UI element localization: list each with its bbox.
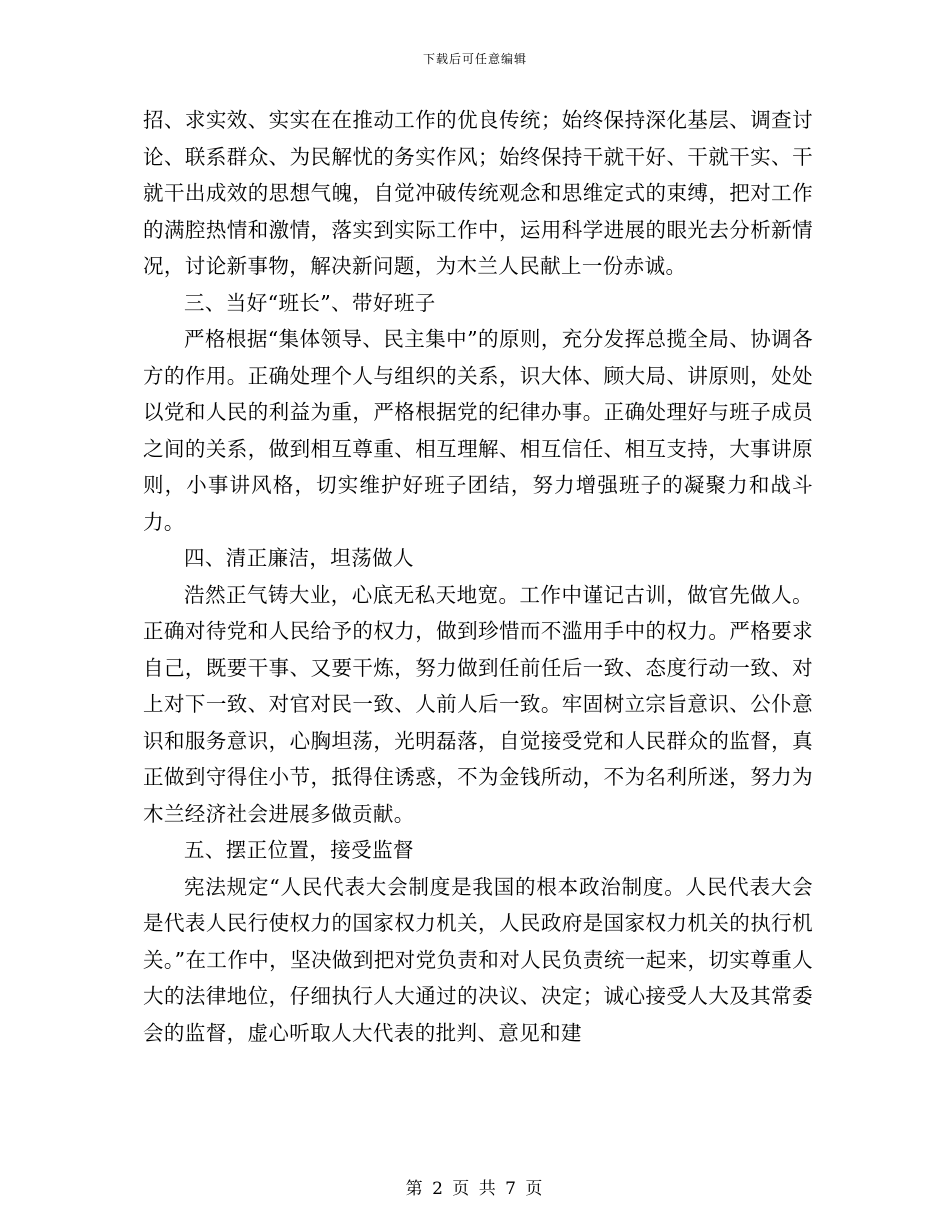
document-body [143,102,813,1051]
section-heading-4: 四、清正廉洁，坦荡做人 [184,546,414,570]
paragraph-1: 招、求实效、实实在在推动工作的优良传统；始终保持深化基层、调查讨论、联系群众、为民解忧的务实作风；始终保持干就干好、干就干实、干就干出成效的思想气魄，自觉冲破传统观念和思维定式的束缚，把对工作的满腔热情和激情，落实到实际工作中，运用科学进展的眼光去分析新情况，讨论新事物，解决新问题，为木兰人民献上一份赤诚。 [143,108,813,278]
section-heading-5: 五、摆正位置，接受监督 [184,838,414,862]
page-header-note: 下载后可任意编辑 [422,52,527,66]
section-heading-3: 三、当好“班长”、带好班子 [184,290,436,315]
paragraph-2: 严格根据“集体领导、民主集中”的原则，充分发挥总揽全局、协调各方的作用。正确处理个人与组织的关系，识大体、顾大局、讲原则，处处以党和人民的利益为重，严格根据党的纪律办事。正确处理好与班子成员之间的关系，做到相互尊重、相互理解、相互信任、相互支持，大事讲原则，小事讲风格，切实维护好班子团结，努力增强班子的凝聚力和战斗力。 [143,327,813,534]
paragraph-3: 浩然正气铸大业，心底无私天地宽。工作中谨记古训，做官先做人。正确对待党和人民给予的权力，做到珍惜而不滥用手中的权力。严格要求自己，既要干事、又要干炼，努力做到任前任后一致、态度行动一致、对上对下一致、对官对民一致、人前人后一致。牢固树立宗旨意识、公仆意识和服务意识，心胸坦荡，光明磊落，自觉接受党和人民群众的监督，真正做到守得住小节，抵得住诱惑，不为金钱所动，不为名利所迷，努力为木兰经济社会进展多做贡献。 [143,582,813,826]
page-number: 第 2 页 共 7 页 [405,1179,545,1199]
paragraph-4: 宪法规定“人民代表大会制度是我国的根本政治制度。人民代表大会是代表人民行使权力的国家权力机关，人民政府是国家权力机关的执行机关。”在工作中，坚决做到把对党负责和对人民负责统一起来，切实尊重人大的法律地位，仔细执行人大通过的决议、决定；诚心接受人大及其常委会的监督，虚心听取人大代表的批判、意见和建 [143,874,813,1045]
